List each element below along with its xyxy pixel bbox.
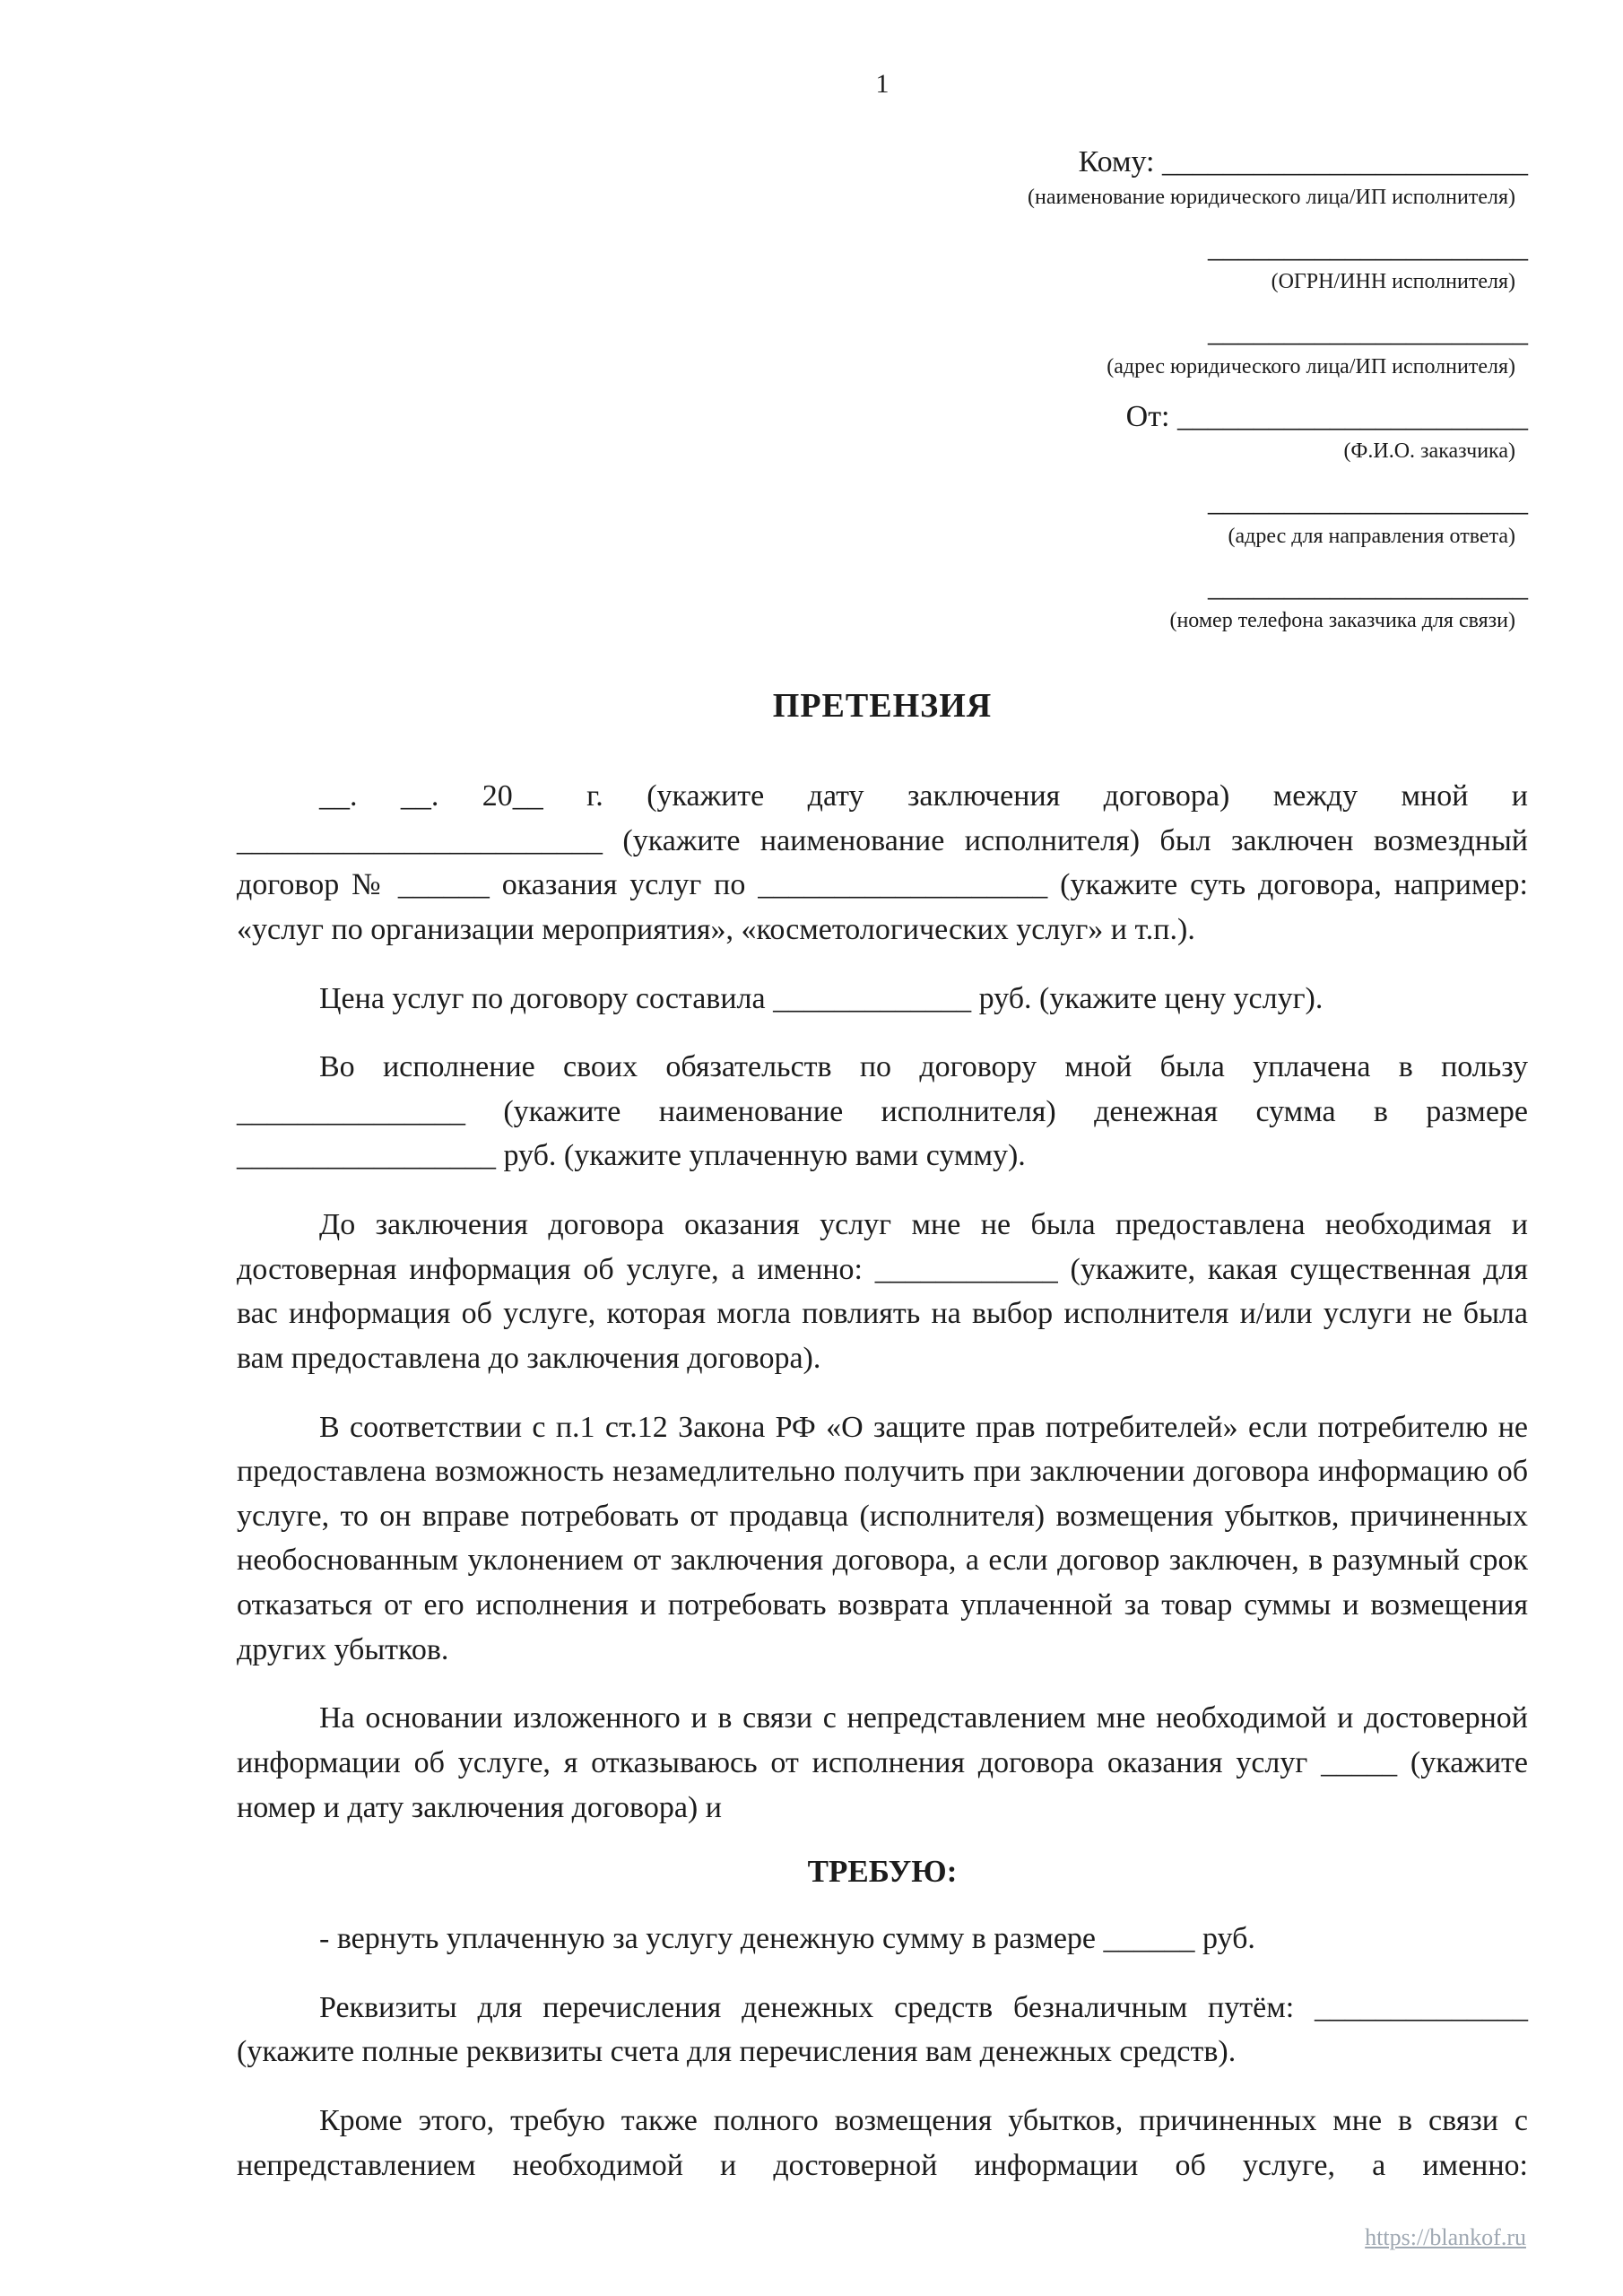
paragraph: Реквизиты для перечисления денежных средств безналичным путём: ______________ (укажите полные реквизиты счета для перечисления вам денежных средств). xyxy=(237,1990,1528,2069)
paragraph: Во исполнение своих обязательств по договору мной была уплачена в пользу _______________ (укажите наименование исполнителя) денежная сумма в размере _________________ руб. (укажите уплаченную вами сумму). xyxy=(237,1050,1528,1173)
komu-label: Кому: xyxy=(1078,145,1155,178)
blank-line: _____________________ xyxy=(1208,484,1528,517)
paragraph: __. __. 20__ г. (укажите дату заключения договора) между мной и ________________________ (укажите наименование исполнителя) был заключен возмездный договор № ______ оказания услуг по ___________________ (укажите суть договора, например: «услуг по организации мероприятия», «косметологических услуг» и т.п.). xyxy=(237,779,1528,946)
ot-label: От: xyxy=(1125,399,1170,433)
recipient-address-caption: (адрес юридического лица/ИП исполнителя) xyxy=(1107,354,1515,378)
demand-item: - вернуть уплаченную за услугу денежную сумму в размере ______ руб. xyxy=(319,1922,1255,1956)
sender-row xyxy=(1010,483,1528,550)
sender-name-caption: (Ф.И.О. заказчика) xyxy=(1343,439,1515,463)
phone-line xyxy=(1010,568,1528,606)
blank-line: _____________________ xyxy=(1208,230,1528,264)
recipient-name-caption: (наименование юридического лица/ИП исполнителя) xyxy=(1028,185,1515,209)
reply-address-line xyxy=(1010,483,1528,521)
sender-row xyxy=(1010,398,1528,465)
blank-line: _____________________ xyxy=(1208,315,1528,348)
paragraph: На основании изложенного и в связи с непредставлением мне необходимой и достоверной информации об услуге, я отказываюсь от исполнения договора оказания услуг _____ (укажите номер и дату заключения договора) и xyxy=(237,1701,1528,1824)
recipient-row xyxy=(1010,144,1528,211)
recipient-name-line xyxy=(1010,144,1528,182)
blank-line: _____________________ xyxy=(1208,569,1528,603)
paragraph: До заключения договора оказания услуг мне не была предоставлена необходимая и достоверная информация об услуге, а именно: ____________ (укажите, какая существенная для вас информация об услуге, которая могла повлиять на выбор исполнителя и/или услуги не была вам предоставлена до заключения договора). xyxy=(237,1208,1528,1375)
page-number: 1 xyxy=(875,69,890,99)
recipient-row xyxy=(1010,313,1528,380)
blank-line: ________________________ xyxy=(1162,145,1528,178)
paragraph: В соответствии с п.1 ст.12 Закона РФ «О защите прав потребителей» если потребителю не предоставлена возможность незамедлительно получить при заключении договора информацию об услуге, то он вправе потребовать от продавца (исполнителя) возмещения убытков, причиненных необоснованным уклонением от заключения договора, а если договор заключен, в разумный срок отказаться от его исполнения и потребовать возврата уплаченной за товар суммы и возмещения других убытков. xyxy=(237,1410,1528,1666)
demand-heading: ТРЕБУЮ: xyxy=(807,1854,958,1890)
watermark-link[interactable]: https://blankof.ru xyxy=(1365,2224,1526,2250)
document-title: ПРЕТЕНЗИЯ xyxy=(772,687,993,725)
blank-line: _______________________ xyxy=(1177,399,1528,433)
ogrn-caption: (ОГРН/ИНН исполнителя) xyxy=(1271,270,1515,293)
phone-caption: (номер телефона заказчика для связи) xyxy=(1169,609,1515,632)
reply-address-caption: (адрес для направления ответа) xyxy=(1228,524,1515,548)
recipient-address-line xyxy=(1010,313,1528,352)
recipient-row xyxy=(1010,229,1528,296)
sender-row xyxy=(1010,568,1528,635)
ogrn-line xyxy=(1010,229,1528,267)
paragraph: Кроме этого, требую также полного возмещения убытков, причиненных мне в связи с непредставлением необходимой и достоверной информации об услуге, а именно: xyxy=(237,2104,1528,2182)
recipient-block xyxy=(1010,144,1528,634)
paragraph: Цена услуг по договору составила _____________ руб. (укажите цену услуг). xyxy=(319,981,1324,1015)
sender-name-line xyxy=(1010,398,1528,437)
